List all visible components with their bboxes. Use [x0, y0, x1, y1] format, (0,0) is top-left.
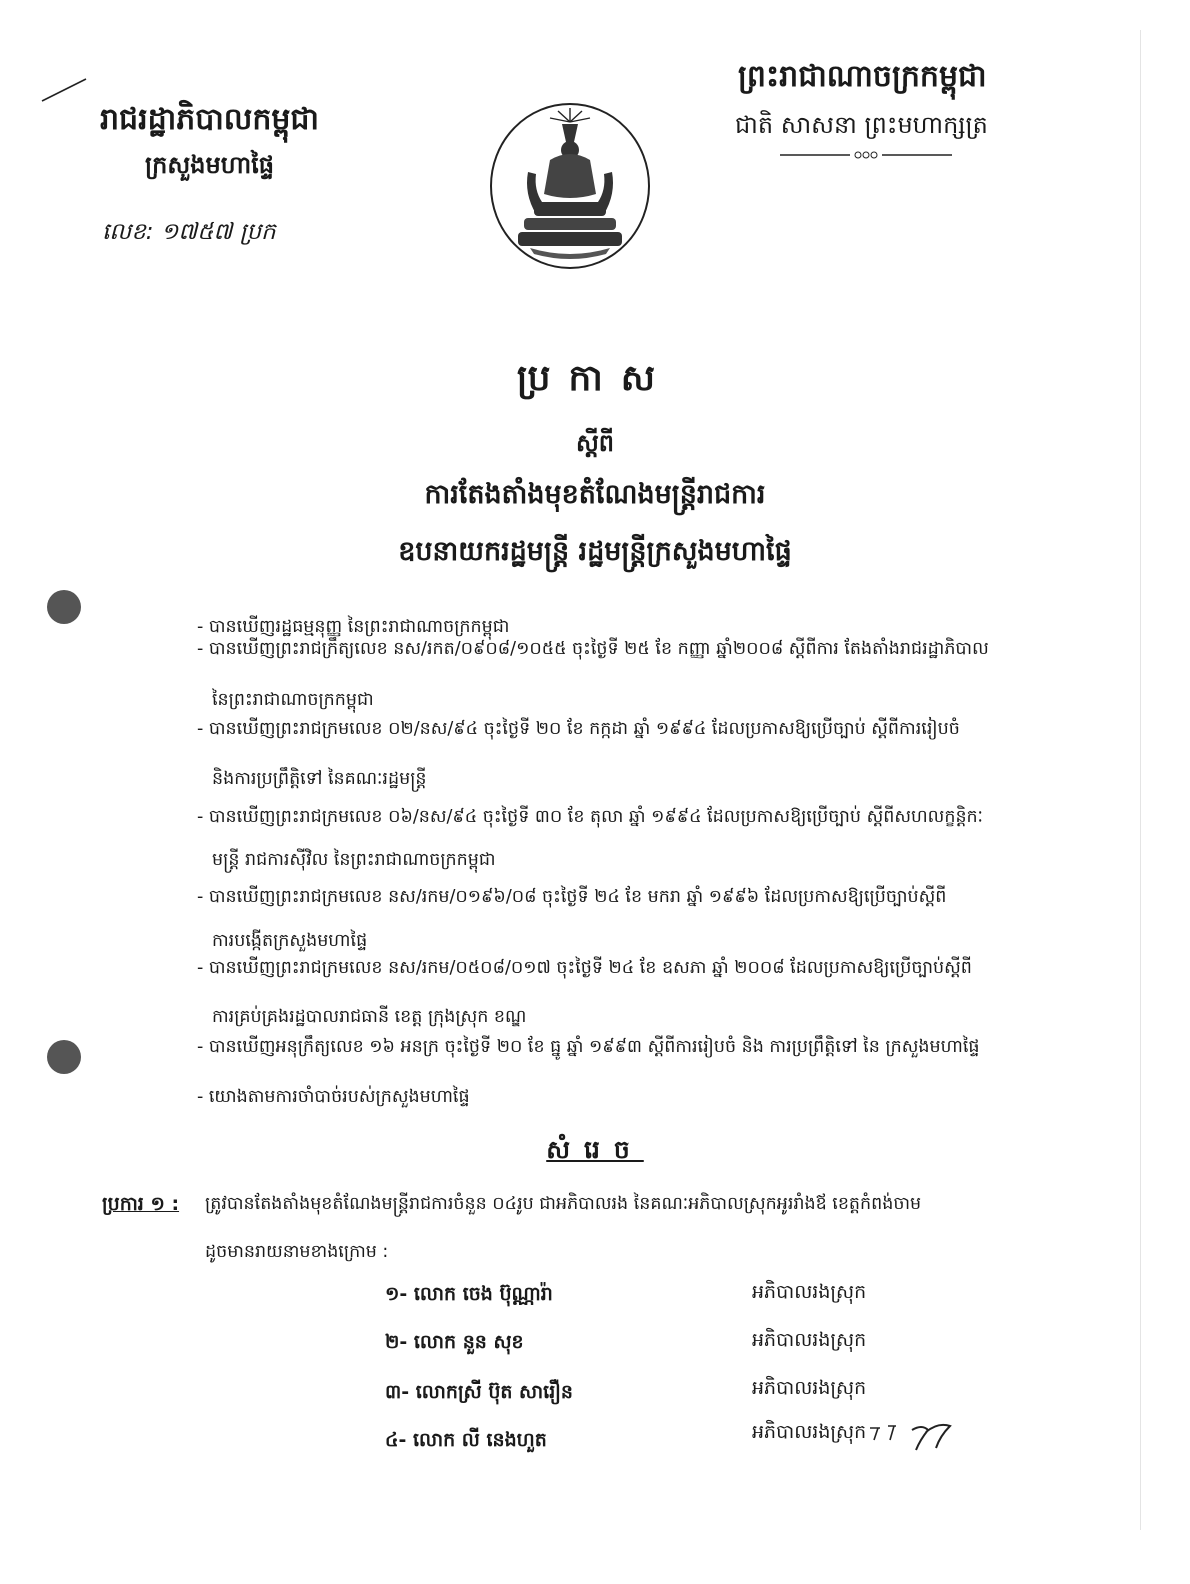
consideration-line: នៃព្រះរាជាណាចក្រកម្ពុជា — [212, 690, 374, 710]
consideration-line: - បានឃើញព្រះរាជក្រមលេខ ០២/នស/៩៤ ចុះថ្ងៃទី ២០ ខែ កក្កដា ឆ្នាំ ១៩៩៤ ដែលប្រកាសឱ្យប្រើច្បាប់ ស្តីពីការរៀបចំ — [197, 719, 960, 739]
document-title: ប្រកាស — [516, 358, 674, 399]
national-motto: ជាតិ សាសនា ព្រះមហាក្សត្រ — [735, 111, 988, 139]
handwritten-mark-icon — [866, 1418, 956, 1452]
decision-heading: សំរេច — [546, 1135, 644, 1164]
consideration-line: - យោងតាមការចាំបាច់របស់ក្រសួងមហាផ្ទៃ — [197, 1087, 470, 1107]
scan-edge-line — [1140, 30, 1141, 1530]
punch-hole-top — [47, 590, 81, 624]
subject-line-2: ឧបនាយករដ្ឋមន្ត្រី រដ្ឋមន្ត្រីក្រសួងមហាផ្ទៃ — [398, 536, 792, 567]
appointee-role: អភិបាលរងស្រុក — [752, 1377, 867, 1399]
article-1-text: ត្រូវបានតែងតាំងមុខតំណែងមន្ត្រីរាជការចំនួន ០៤រូប ជាអភិបាលរង នៃគណៈអភិបាលស្រុកអូររាំងឪ ខេត្តកំពង់ចាម — [205, 1194, 922, 1214]
subject-line-1: ការតែងតាំងមុខតំណែងមន្ត្រីរាជការ — [424, 479, 766, 510]
appointee-role: អភិបាលរងស្រុក — [752, 1329, 867, 1351]
appointee-name: ២- លោក នួន សុខ — [385, 1331, 524, 1353]
pen-mark-icon — [40, 75, 90, 105]
appointee-role: អភិបាលរងស្រុក — [752, 1421, 867, 1443]
kingdom-name: ព្រះរាជាណាចក្រកម្ពុជា — [738, 59, 987, 94]
appointee-role: អភិបាលរងស្រុក — [752, 1281, 867, 1303]
appointee-name: ៤- លោក លី នេងហួត — [385, 1429, 547, 1451]
consideration-line: - បានឃើញព្រះរាជក្រឹត្យលេខ នស/រកត/០៩០៨/១០៥៥ ចុះថ្ងៃទី ២៥ ខែ កញ្ញា ឆ្នាំ២០០៨ ស្តីពីការ តែងតាំងរាជរដ្ឋាភិបាល — [197, 639, 989, 659]
ministry-name: ក្រសួងមហាផ្ទៃ — [145, 151, 275, 179]
consideration-line: ការបង្កើតក្រសួងមហាផ្ទៃ — [212, 931, 368, 951]
consideration-line: - បានឃើញព្រះរាជក្រមលេខ នស/រកម/០៥០៨/០១៧ ចុះថ្ងៃទី ២៤ ខែ ឧសភា ឆ្នាំ ២០០៨ ដែលប្រកាសឱ្យប្រើច្បាប់ស្តីពី — [197, 958, 972, 978]
consideration-line: - បានឃើញព្រះរាជក្រមលេខ ០៦/នស/៩៤ ចុះថ្ងៃទី ៣០ ខែ តុលា ឆ្នាំ ១៩៩៤ ដែលប្រកាសឱ្យប្រើច្បាប់ ស្តីពីសហលក្ខន្តិកៈ — [197, 807, 983, 827]
government-name: រាជរដ្ឋាភិបាលកម្ពុជា — [100, 102, 319, 137]
consideration-line: - បានឃើញអនុក្រឹត្យលេខ ១៦ អនក្រ ចុះថ្ងៃទី ២០ ខែ ធ្នូ ឆ្នាំ ១៩៩៣ ស្តីពីការរៀបចំ និង ការប្រព្រឹត្តិទៅ នៃ ក្រសួងមហាផ្ទៃ — [197, 1037, 980, 1057]
about-label: ស្តីពី — [575, 429, 615, 457]
reference-number: លេខ: ១៧៥៧ ប្រក — [102, 219, 276, 245]
royal-emblem-icon — [488, 102, 652, 270]
punch-hole-bottom — [47, 1040, 81, 1074]
consideration-line: មន្ត្រី រាជការស៊ីវិល នៃព្រះរាជាណាចក្រកម្ពុជា — [212, 850, 496, 870]
appointee-name: ៣- លោកស្រី ប៊ុត សារឿន — [385, 1381, 573, 1403]
appointee-name: ១- លោក ចេង ប៊ុណ្ណារ៉ា — [385, 1283, 553, 1305]
consideration-line: និងការប្រព្រឹត្តិទៅ នៃគណៈរដ្ឋមន្ត្រី — [212, 769, 427, 789]
consideration-line: ការគ្រប់គ្រងរដ្ឋបាលរាជធានី ខេត្ត ក្រុងស្រុក ខណ្ឌ — [212, 1007, 527, 1027]
article-1-label: ប្រការ ១ : — [102, 1193, 180, 1215]
ornament-divider-icon — [780, 150, 952, 160]
consideration-line: - បានឃើញព្រះរាជក្រមលេខ នស/រកម/០១៩៦/០៨ ចុះថ្ងៃទី ២៤ ខែ មករា ឆ្នាំ ១៩៩៦ ដែលប្រកាសឱ្យប្រើច្បាប់ស្តីពី — [197, 887, 947, 907]
consideration-line: - បានឃើញរដ្ឋធម្មនុញ្ញ នៃព្រះរាជាណាចក្រកម្ពុជា — [197, 617, 510, 637]
article-1-text-continued: ដូចមានរាយនាមខាងក្រោម : — [205, 1242, 389, 1262]
